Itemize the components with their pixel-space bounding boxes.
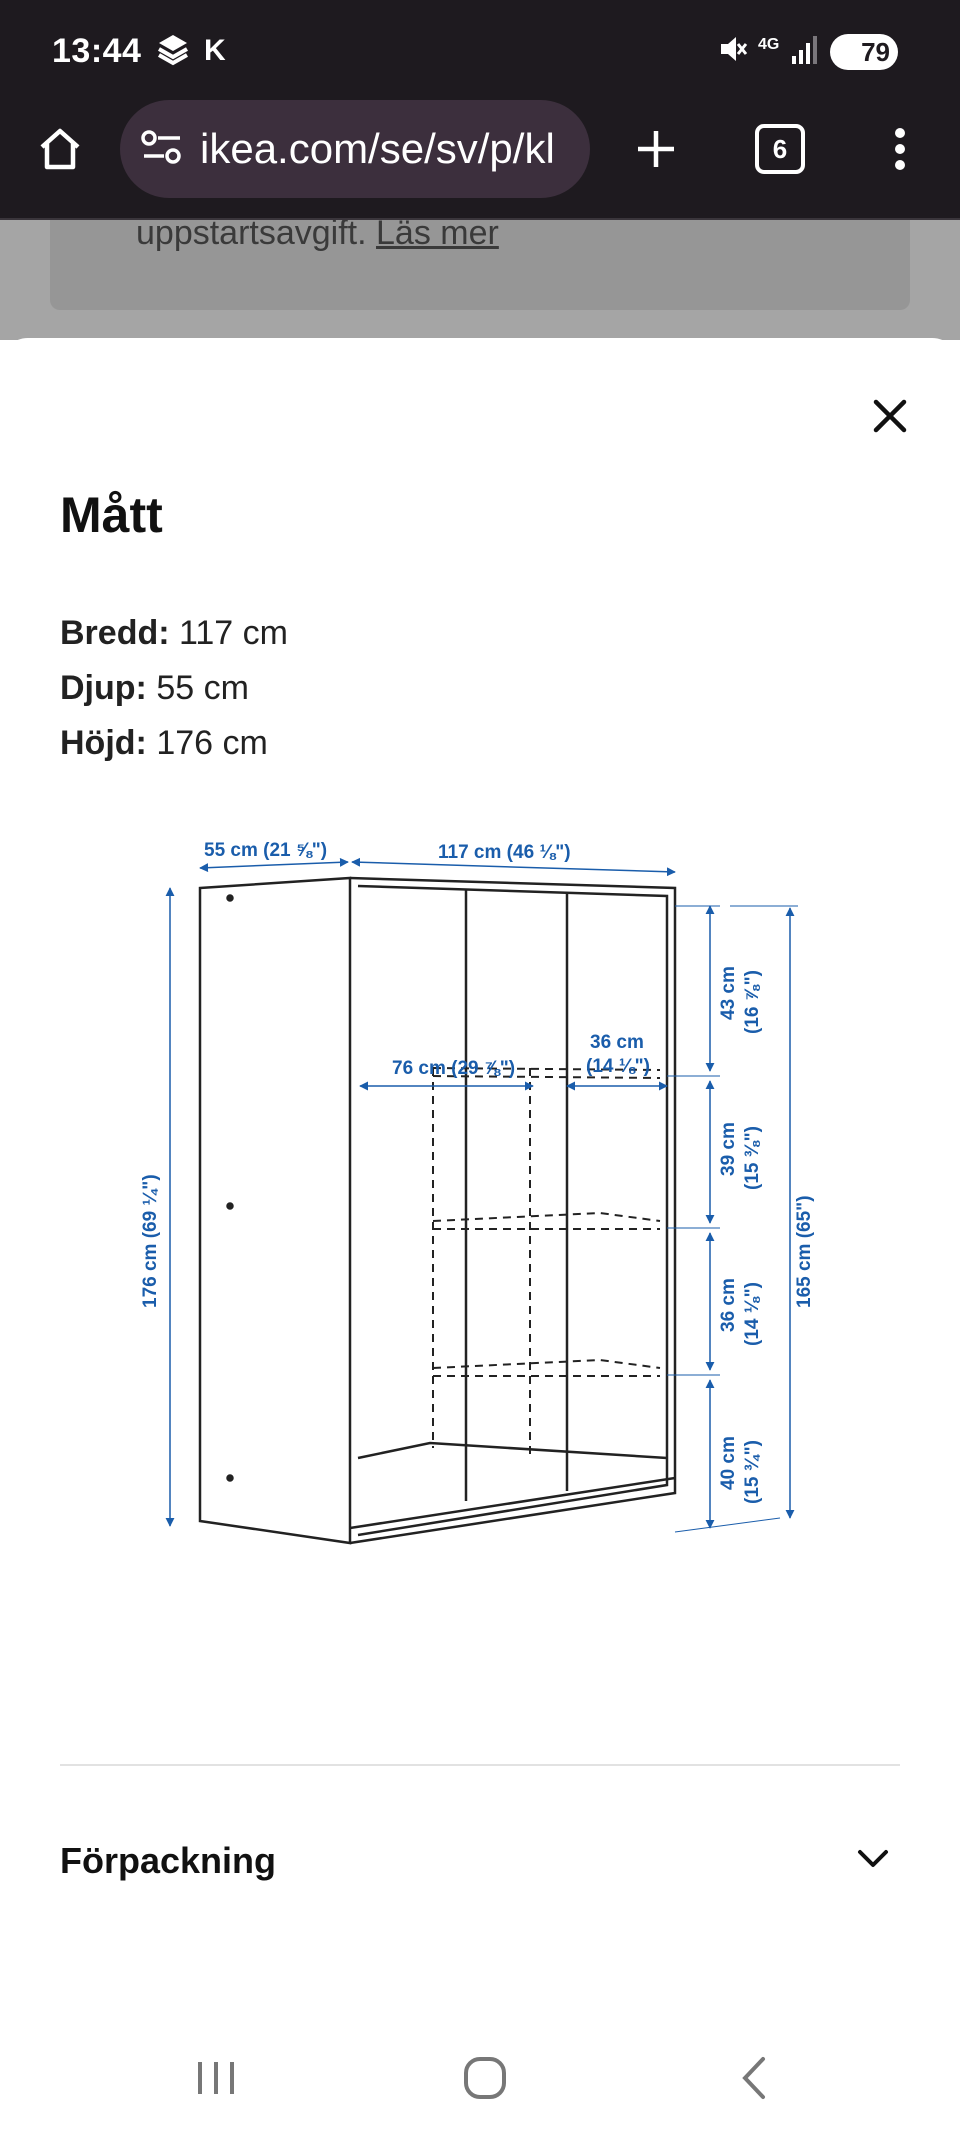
mute-icon	[718, 32, 748, 71]
shelf-gap-4-in: (15 ¾")	[742, 1440, 763, 1504]
back-button[interactable]	[714, 2043, 794, 2113]
close-icon	[862, 388, 918, 444]
home-circle-icon	[462, 2055, 508, 2101]
dimension-width	[60, 606, 288, 661]
dimension-annotations	[140, 840, 815, 1532]
url-text: ikea.com/se/sv/p/kl	[200, 125, 555, 172]
background-text-body: uppstartsavgift.	[136, 220, 367, 252]
recent-apps-icon	[194, 2058, 238, 2098]
dimension-label: Höjd:	[60, 724, 147, 762]
dimension-depth	[60, 661, 288, 716]
tab-switcher-button[interactable]	[748, 100, 812, 198]
app-notification-icon	[156, 32, 190, 71]
shelf-gap-4-cm: 40 cm	[718, 1436, 739, 1490]
home-icon	[36, 125, 84, 173]
right-width-cm: 36 cm	[590, 1032, 644, 1053]
dimension-label: Bredd:	[60, 614, 170, 652]
clock: 13:44	[52, 32, 142, 70]
new-tab-button[interactable]	[626, 100, 686, 198]
status-bar	[0, 0, 960, 100]
dimension-label: Djup:	[60, 669, 147, 707]
shelf-gap-2-cm: 39 cm	[718, 1122, 739, 1176]
shelf-gap-1-in: (16 ⅞")	[742, 970, 763, 1034]
signal-icon	[790, 32, 820, 71]
dimension-value: 117 cm	[179, 614, 288, 652]
shelf-gap-2-in: (15 ⅜")	[742, 1126, 763, 1190]
battery-level: 79	[861, 36, 890, 67]
browser-toolbar	[0, 100, 960, 220]
accordion-label: Förpackning	[60, 1840, 277, 1881]
tab-count: 6	[755, 124, 805, 174]
background-page-overlay	[0, 220, 960, 340]
wardrobe-outline	[200, 878, 675, 1543]
menu-button[interactable]	[872, 100, 928, 198]
shelf-gap-1-cm: 43 cm	[718, 966, 739, 1020]
dimension-value: 176 cm	[156, 724, 268, 762]
shelf-gap-3-in: (14 ⅛")	[742, 1282, 763, 1346]
height-label: 176 cm (69 ¼")	[140, 1174, 161, 1308]
network-type: 4G	[758, 36, 780, 53]
section-divider	[60, 1764, 900, 1766]
packaging-accordion[interactable]	[60, 1834, 900, 1894]
site-settings-icon[interactable]	[140, 128, 184, 178]
dimensions-sheet	[0, 338, 960, 2023]
right-width-in: (14 ⅛")	[586, 1056, 650, 1077]
depth-label: 55 cm (21 ⅝")	[204, 840, 328, 861]
address-bar[interactable]	[120, 100, 590, 198]
back-chevron-icon	[737, 2055, 771, 2101]
home-button[interactable]	[30, 100, 90, 198]
recent-apps-button[interactable]	[176, 2043, 256, 2113]
more-vertical-icon	[894, 127, 906, 171]
dimension-list	[60, 606, 288, 771]
battery-indicator	[830, 34, 898, 70]
home-nav-button[interactable]	[445, 2043, 525, 2113]
sheet-title: Mått	[60, 487, 163, 543]
chevron-down-icon	[856, 1848, 890, 1875]
dimension-height	[60, 716, 288, 771]
carrier-label: K	[204, 34, 226, 67]
close-button[interactable]	[862, 388, 918, 444]
dimension-drawing	[130, 838, 850, 1658]
background-text	[136, 220, 499, 253]
dimension-value: 55 cm	[156, 669, 249, 707]
background-link: Läs mer	[376, 220, 499, 252]
width-label: 117 cm (46 ⅛")	[438, 842, 571, 863]
shelf-gap-3-cm: 36 cm	[718, 1278, 739, 1332]
plus-icon	[634, 127, 678, 171]
left-width-label: 76 cm (29 ⅞")	[392, 1058, 516, 1079]
system-navigation-bar	[0, 2023, 960, 2133]
inner-height-label: 165 cm (65")	[794, 1195, 815, 1308]
